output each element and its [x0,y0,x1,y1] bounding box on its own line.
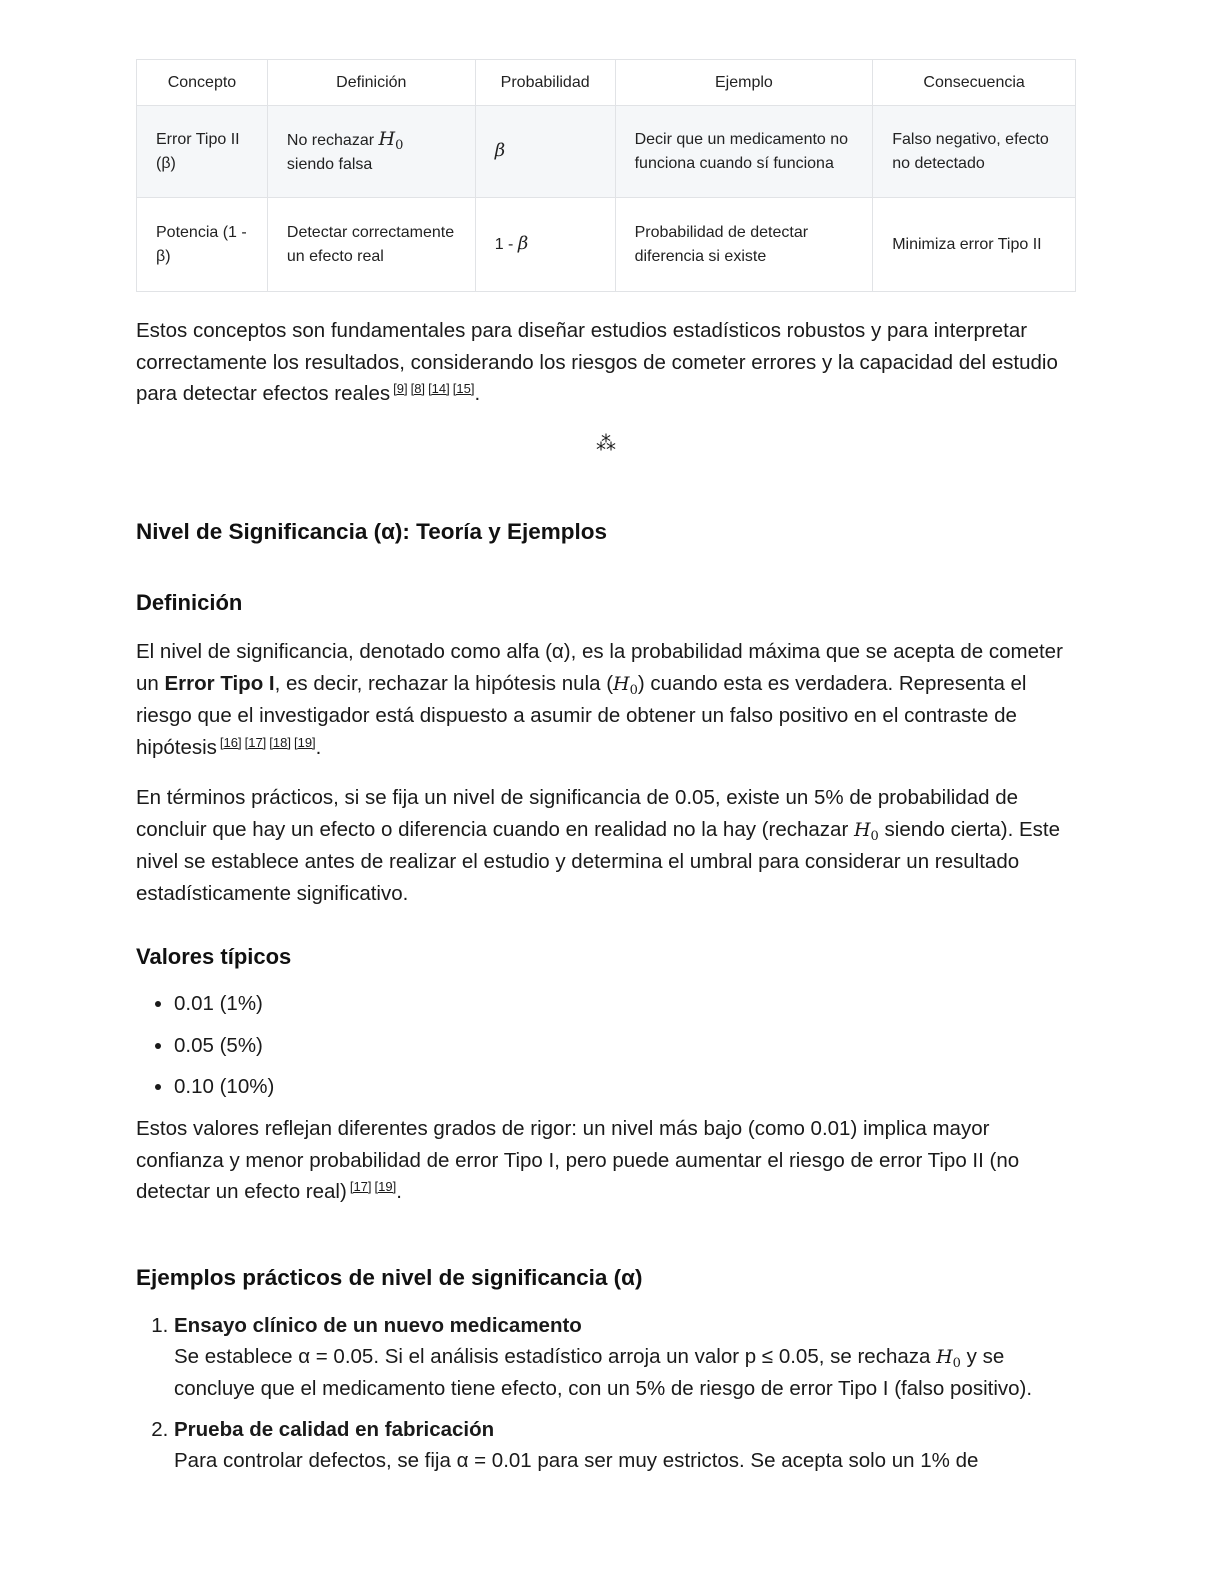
header-concepto: Concepto [137,60,268,106]
header-definicion: Definición [267,60,475,106]
list-item: • 0.01 (1%) [174,983,1076,1025]
header-probabilidad: Probabilidad [475,60,615,106]
citation-link[interactable]: [9] [393,381,408,396]
punctuation: . [315,735,322,759]
values-paragraph [136,1113,1076,1208]
list-item: • 0.05 (5%) [174,1025,1076,1067]
citation-link[interactable]: [17] [349,1179,372,1194]
math-beta: β [517,233,529,254]
citation-link[interactable]: [19] [374,1179,397,1194]
citation-link[interactable]: [19] [293,734,316,750]
cell-text: siendo falsa [286,155,373,173]
examples-list [136,1310,1076,1486]
math-symbol: H [613,672,630,695]
list-item [174,1310,1076,1404]
cell-text: 1 - [494,236,518,253]
math-subscript: 0 [629,682,638,698]
cell-text: No rechazar [286,131,379,149]
cell-definicion: Detectar correctamente un efecto real [267,198,475,292]
definition-paragraph [136,636,1076,763]
math-symbol: H [378,127,396,150]
paragraph-text: ) cuando esta es verdadera. Representa el riesgo que el investigador está dispuesto a asumir de obtener un falso positivo en el contraste de hipótesis [136,671,1027,759]
practical-paragraph [136,782,1076,909]
math-h0 [613,672,638,698]
typical-values-list [136,983,1076,1108]
example-text: Se establece α = 0.05. Si el análisis estadístico arroja un valor p ≤ 0.05, se rechaza [174,1345,937,1368]
subheading-valores: Valores típicos [136,944,292,969]
paragraph-text: , es decir, rechazar la hipótesis nula ( [274,671,614,695]
cell-concepto: Potencia (1 - β) [137,198,268,292]
subheading-ejemplos: Ejemplos prácticos de nivel de significancia (α) [136,1265,643,1290]
example-title: Prueba de calidad en fabricación [174,1418,495,1441]
section-divider-asterism: ⁂ [596,433,616,455]
section-title: Nivel de Significancia (α): Teoría y Ejemplos [136,519,608,544]
math-subscript: 0 [952,1356,961,1371]
cell-consecuencia: Falso negativo, efecto no detectado [873,106,1076,198]
math-h0 [936,1346,961,1371]
example-title: Ensayo clínico de un nuevo medicamento [174,1314,582,1337]
concept-table [136,59,1076,292]
table-row [137,198,1076,292]
cell-ejemplo: Probabilidad de detectar diferencia si existe [615,198,873,292]
cell-consecuencia: Minimiza error Tipo II [873,198,1076,292]
math-symbol: H [853,818,871,841]
punctuation: . [396,1180,402,1203]
punctuation: . [474,382,481,405]
citation-link[interactable]: [16] [219,734,242,750]
citation-link[interactable]: [8] [410,381,426,396]
citation-link[interactable]: [14] [428,381,450,396]
table-row [137,106,1076,198]
summary-paragraph [136,315,1076,410]
example-text: Para controlar defectos, se fija α = 0.01 para ser muy estrictos. Se acepta solo un 1% de [174,1449,979,1472]
example-text: y se concluye que el medicamento tiene efecto, con un 5% de riesgo de error Tipo I (falso positivo). [174,1345,1033,1400]
math-symbol: H [936,1346,953,1368]
math-h0 [378,127,404,153]
math-subscript: 0 [870,828,879,844]
header-consecuencia: Consecuencia [873,60,1076,106]
subheading-definicion: Definición [136,590,243,615]
list-item: • 0.10 (10%) [174,1066,1076,1108]
citation-link[interactable]: [15] [452,381,475,396]
citation-link[interactable]: [18] [269,734,291,750]
paragraph-text: Estos valores reflejan diferentes grados de rigor: un nivel más bajo (como 0.01) implica mayor confianza y menor probabilidad de error Tipo I, pero puede aumentar el riesgo de error Tipo II (no detectar un efecto real) [136,1117,1020,1203]
paragraph-text: En términos prácticos, si se fija un nivel de significancia de 0.05, existe un 5% de probabilidad de concluir que hay un efecto o diferencia cuando en realidad no la hay (rechazar [136,786,1019,841]
math-beta: β [494,140,506,161]
header-ejemplo: Ejemplo [615,60,873,106]
bold-term: Error Tipo I [164,671,275,695]
math-h0 [853,818,879,844]
list-item [174,1414,1076,1476]
cell-definicion [267,106,475,198]
document-page [136,59,1076,1472]
cell-ejemplo: Decir que un medicamento no funciona cuando sí funciona [615,106,873,198]
cell-concepto: Error Tipo II (β) [137,106,268,198]
citation-link[interactable]: [17] [244,734,267,750]
paragraph-text: siendo cierta). Este nivel se establece antes de realizar el estudio y determina el umbral para considerar un resultado estadísticamente significativo. [136,817,1060,905]
cell-probabilidad [475,106,615,198]
math-subscript: 0 [395,137,404,153]
paragraph-text: El nivel de significancia, denotado como alfa (α), es la probabilidad máxima que se acepta de cometer un [136,640,1063,695]
cell-probabilidad [475,198,615,292]
summary-text: Estos conceptos son fundamentales para diseñar estudios estadísticos robustos y para interpretar correctamente los resultados, considerando los riesgos de cometer errores y la capacidad del estudio para detectar efectos reales [136,319,1058,405]
table-header-row [137,60,1076,106]
